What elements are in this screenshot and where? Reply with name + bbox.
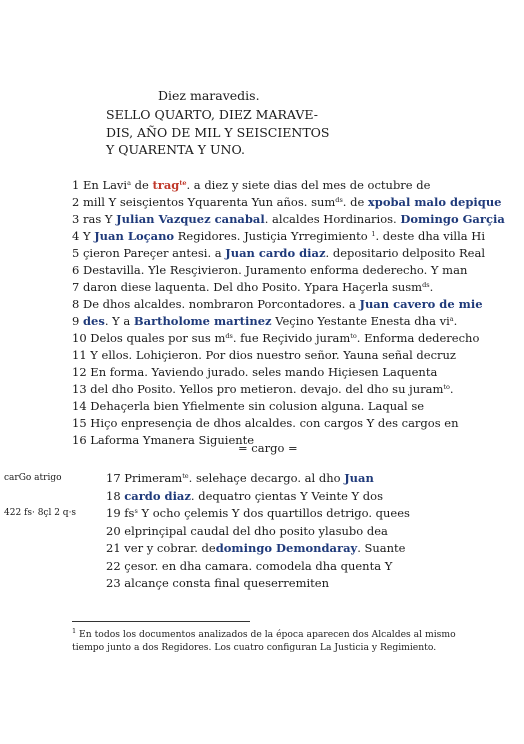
- line-text: . selehaçe decargo. al dho: [188, 471, 345, 485]
- transcription-line: [72, 415, 459, 432]
- line-text: ras Y: [79, 212, 117, 226]
- stamp-line: SELLO QUARTO, DIEZ MARAVE-: [106, 107, 318, 122]
- cargo-line: [106, 488, 383, 505]
- line-text: to: [350, 332, 357, 340]
- line-number: 14: [72, 399, 87, 413]
- footnote-marker: 1: [72, 627, 77, 635]
- line-text: a: [449, 315, 454, 323]
- line-number: 17: [106, 471, 121, 485]
- transcription-line: [72, 245, 485, 262]
- line-text: Regidores. Justiçia Yrregimiento: [174, 229, 372, 243]
- line-text: Y: [79, 229, 95, 243]
- line-text: Hiço enpresençia de dhos alcaldes. con cargos Y des cargos en: [86, 416, 459, 430]
- line-number: 11: [72, 348, 87, 362]
- line-text: . deste dha villa Hi: [375, 229, 485, 243]
- line-text: Primeram: [120, 471, 183, 485]
- line-text: mill Y seisçientos Yquarenta Yun años. sum: [79, 195, 336, 209]
- transcription-line: [72, 381, 454, 398]
- line-text: ds: [225, 332, 233, 340]
- line-number: 6: [72, 263, 80, 277]
- highlighted-name: cardo diaz: [124, 488, 191, 503]
- line-text: de: [131, 178, 153, 192]
- transcription-line: [72, 330, 479, 347]
- line-text: . alcaldes Hordinarios.: [264, 212, 401, 226]
- stamp-line: Y QUARENTA Y UNO.: [106, 142, 245, 157]
- line-text: daron diese laquenta. Del dho Posito. Ypara Haçerla susm: [79, 280, 423, 294]
- line-text: alcançe consta final queserremiten: [120, 576, 330, 590]
- cargo-line: [106, 523, 388, 540]
- line-text: elprinçipal caudal del dho posito ylasubo dea: [120, 523, 388, 538]
- line-text: .: [453, 314, 458, 328]
- transcription-line: [72, 296, 483, 313]
- line-text: ds: [422, 281, 430, 289]
- line-text: . dequatro çientas Y Veinte Y dos: [190, 488, 383, 503]
- highlighted-name: Bartholome martinez: [133, 314, 272, 328]
- line-text: . depositario delposito Real: [325, 246, 485, 260]
- line-text: ds: [335, 196, 343, 204]
- transcription-line: [72, 432, 254, 449]
- line-text: Destavilla. Yle Resçivieron. Juramento enforma dederecho. Y man: [79, 263, 468, 277]
- line-text: Delos quales por sus m: [86, 331, 226, 345]
- highlighted-name: des: [82, 314, 105, 328]
- line-number: 22: [106, 558, 121, 573]
- document-header-title: Diez maravedis.: [158, 88, 260, 103]
- line-text: De dhos alcaldes. nombraron Porcontadores. a: [79, 297, 360, 311]
- line-number: 19: [106, 506, 121, 520]
- line-text: . Enforma dederecho: [356, 331, 480, 345]
- cargo-heading: = cargo =: [238, 441, 298, 455]
- line-text: . fue Reçivido juram: [232, 331, 351, 345]
- line-number: 16: [72, 433, 87, 447]
- line-text: En Lavi: [79, 178, 128, 192]
- line-number: 13: [72, 382, 87, 396]
- line-text: ver y cobrar. de: [120, 541, 216, 555]
- line-number: 12: [72, 365, 87, 379]
- line-text: Laforma Ymanera Siguiente: [86, 433, 255, 447]
- highlighted-name: Domingo Garçia: [400, 212, 505, 226]
- transcription-line: [72, 194, 502, 211]
- line-text: to: [443, 383, 450, 391]
- line-text: Dehaçerla bien Yfielmente sin colusion alguna. Laqual se: [86, 399, 425, 413]
- cargo-line: [106, 540, 406, 557]
- line-text: a: [127, 179, 131, 187]
- margin-note: carGo atrigo: [4, 473, 62, 483]
- transcription-line: [72, 398, 424, 415]
- line-number: 9: [72, 314, 80, 328]
- footnote-text: En todos los documentos analizados de la época aparecen dos Alcaldes al mismo tiempo junto a dos Regidores. Los cuatro configuran La Justicia y Regimiento.: [72, 629, 456, 653]
- stamp-line: DIS, AÑO DE MIL Y SEISCIENTOS: [106, 124, 330, 140]
- line-number: 23: [106, 576, 121, 590]
- cargo-line: [106, 505, 410, 522]
- transcription-line: [72, 177, 430, 194]
- transcription-line: [72, 364, 437, 381]
- line-text: çesor. en dha camara. comodela dha quenta Y: [120, 558, 393, 573]
- line-text: Y ocho çelemis Y dos quartillos detrigo. quees: [137, 506, 410, 520]
- line-text: çieron Pareçer antesi. a: [79, 246, 226, 260]
- line-number: 2: [72, 195, 80, 209]
- line-number: 1: [72, 178, 80, 192]
- footnote-rule: [72, 621, 250, 622]
- cargo-line: [106, 558, 392, 575]
- highlighted-name: te: [179, 179, 187, 187]
- transcription-line: [72, 211, 505, 228]
- line-number: 8: [72, 297, 80, 311]
- line-number: 21: [106, 541, 121, 555]
- highlighted-name: Juan cardo diaz: [225, 246, 326, 260]
- highlighted-name: trag: [152, 178, 180, 192]
- highlighted-name: Julian Vazquez canabal: [116, 212, 265, 226]
- transcription-line: [72, 262, 467, 279]
- transcription-line: [72, 279, 433, 296]
- line-text: s: [134, 507, 138, 515]
- transcription-line: [72, 228, 485, 245]
- margin-note: 422 fs· 8çl 2 q·s: [4, 508, 77, 518]
- transcription-line: [72, 347, 456, 364]
- line-number: 5: [72, 246, 80, 260]
- cargo-line: [106, 575, 329, 592]
- highlighted-name: domingo Demondaray: [215, 541, 358, 555]
- line-text: 1: [371, 230, 376, 238]
- line-number: 18: [106, 488, 121, 503]
- line-number: 10: [72, 331, 87, 345]
- line-text: .: [449, 382, 454, 396]
- line-number: 3: [72, 212, 80, 226]
- line-text: En forma. Yaviendo jurado. seles mando Hiçiesen Laquenta: [86, 365, 438, 379]
- line-text: . Y a: [104, 314, 134, 328]
- line-text: te: [182, 472, 189, 480]
- line-text: Veçino Yestante Enesta dha vi: [271, 314, 450, 328]
- line-number: 7: [72, 280, 80, 294]
- line-text: del dho Posito. Yellos pro metieron. devajo. del dho su juram: [86, 382, 444, 396]
- line-text: .: [429, 280, 434, 294]
- highlighted-name: xpobal malo depique: [367, 195, 502, 209]
- line-text: . de: [342, 195, 368, 209]
- transcription-line: [72, 313, 457, 330]
- line-text: . a diez y siete dias del mes de octubre de: [186, 178, 431, 192]
- cargo-line: [106, 470, 374, 487]
- line-number: 20: [106, 523, 121, 538]
- stamp-text: [106, 106, 329, 159]
- line-text: Y ellos. Lohiçieron. Por dios nuestro señor. Yauna señal decruz: [86, 348, 456, 362]
- highlighted-name: Juan Loçano: [94, 229, 175, 243]
- line-number: 4: [72, 229, 80, 243]
- highlighted-name: Juan: [344, 471, 374, 485]
- line-text: . Suante: [357, 541, 406, 555]
- line-number: 15: [72, 416, 87, 430]
- highlighted-name: Juan cavero de mie: [359, 297, 483, 311]
- line-text: fs: [120, 506, 135, 520]
- footnote: [72, 628, 472, 654]
